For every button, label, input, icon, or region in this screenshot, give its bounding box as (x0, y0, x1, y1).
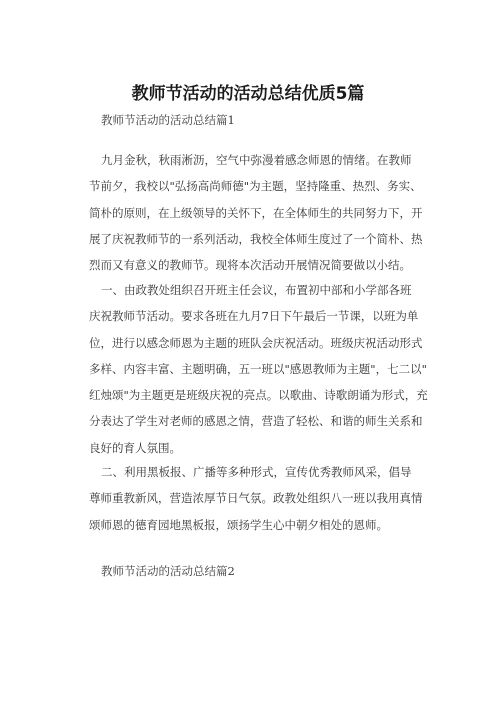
paragraph-line: 一、由政教处组织召开班主任会议，布置初中部和小学部各班 (101, 283, 412, 297)
paragraph-line: 多样、内容丰富、主题明确，五一班以"感恩教师为主题"，七二以" (89, 361, 427, 376)
document-title: 教师节活动的活动总结优质5篇 (131, 84, 365, 104)
paragraph-line: 简朴的原则，在上级领导的关怀下，在全体师生的共同努力下，开 (89, 205, 423, 220)
paragraph-line: 红烛颂"为主题更是班级庆祝的亮点。以歌曲、诗歌朗诵为形式，充 (89, 388, 428, 403)
paragraph-line: 二、利用黑板报、广播等多种形式，宣传优秀教师风采，倡导 (101, 465, 412, 479)
section-heading-2: 教师节活动的活动总结篇2 (101, 564, 235, 578)
paragraph-line: 庆祝教师节活动。要求各班在九月7日下午最后一节课，以班为单 (89, 309, 419, 324)
paragraph-line: 展了庆祝教师节的一系列活动，我校全体师生度过了一个简朴、热 (89, 231, 423, 246)
paragraph-line: 尊师重教新风，营造浓厚节日气氛。政教处组织八一班以我用真情 (89, 491, 423, 506)
section-heading-1: 教师节活动的活动总结篇1 (101, 113, 235, 127)
paragraph-line: 良好的育人氛围。 (89, 440, 181, 455)
paragraph-line: 节前夕，我校以"弘扬高尚师德"为主题，坚持隆重、热烈、务实、 (89, 179, 422, 194)
paragraph-line: 烈而又有意义的教师节。现将本次活动开展情况简要做以小结。 (89, 258, 411, 273)
paragraph-line: 颂师恩的德育园地黑板报，颂扬学生心中朝夕相处的恩师。 (89, 517, 388, 532)
paragraph-line: 分表达了学生对老师的感恩之情，营造了轻松、和谐的师生关系和 (89, 414, 423, 429)
paragraph-1 (89, 147, 423, 278)
paragraph-3 (89, 459, 423, 538)
paragraph-line: 九月金秋，秋雨淅沥，空气中弥漫着感念师恩的情绪。在教师 (101, 153, 412, 167)
paragraph-2 (89, 277, 428, 461)
paragraph-line: 位，进行以感念师恩为主题的班队会庆祝活动。班级庆祝活动形式 (89, 335, 423, 350)
